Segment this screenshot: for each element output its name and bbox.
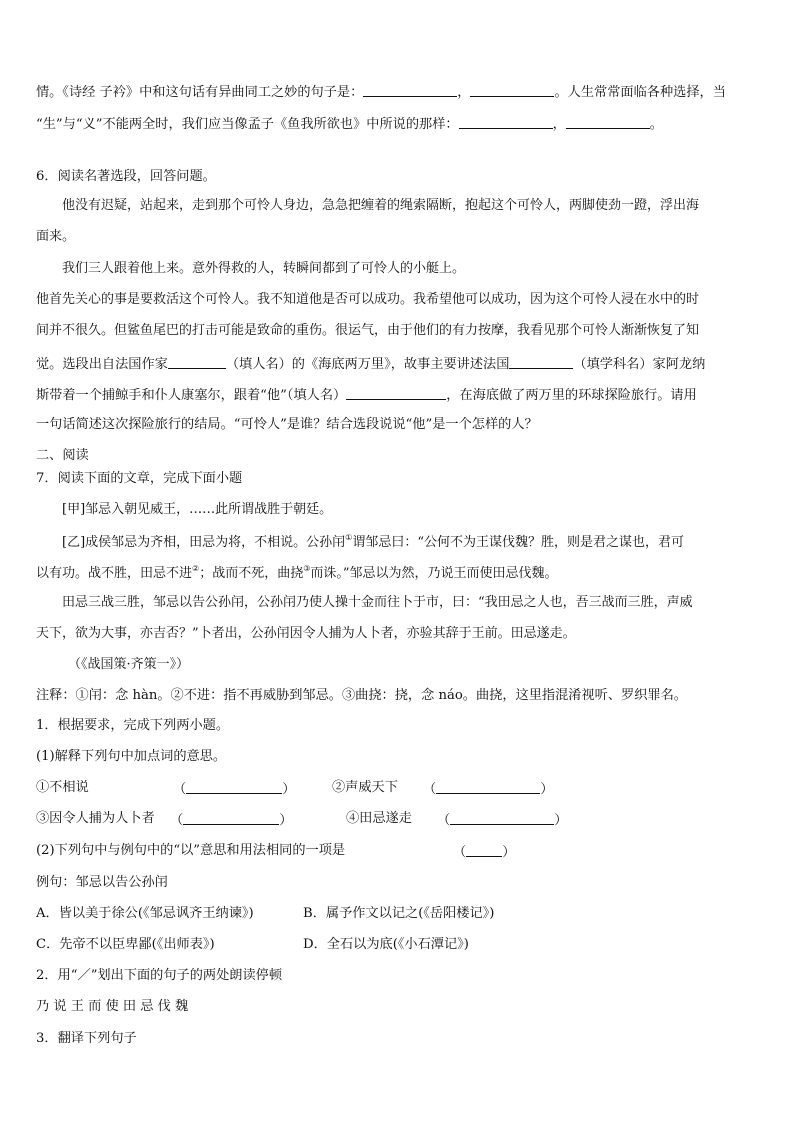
text-yi-line4: 天下，欲为大事，亦吉否？”卜者出，公孙闬因令人捕为人卜者，亦验其辞于王前。田忌遂走。 xyxy=(36,626,576,641)
example-sentence: 例句：邹忌以告公孙闬 xyxy=(36,875,168,890)
answer-blank[interactable] xyxy=(436,781,540,794)
sub3-title: 3．翻译下列句子 xyxy=(36,1031,137,1046)
vocab-answer-4: （ ） xyxy=(437,813,568,828)
q6-excerpt-p3-cont: 间并不很久。但鲨鱼尾巴的打击可能是致命的重伤。很运气，由于他们的有力按摩，我看见那个可怜人渐渐恢复了知 xyxy=(36,323,700,338)
vocab-item-4: ④田忌遂走 xyxy=(346,811,412,826)
answer-blank[interactable] xyxy=(459,116,553,129)
subject-blank[interactable] xyxy=(509,356,573,369)
vocab-answer-1: （ ） xyxy=(173,782,296,797)
q7-title: 7．阅读下面的文章，完成下面小题 xyxy=(36,471,243,486)
vocab-item-2: ②声威天下 xyxy=(332,780,398,795)
annotation: 注释：①闬：念 hàn。②不进：指不再威胁到邹忌。③曲挠：挠，念 náo。曲挠，这里指混淆视听、罗织罪名。 xyxy=(36,688,687,703)
option-d[interactable]: D．全石以为底(《小石潭记》) xyxy=(303,937,469,952)
sub1-part2: (2)下列句中与例句中的“以”意思和用法相同的一项是 xyxy=(36,843,346,858)
answer-blank[interactable] xyxy=(466,844,502,857)
text-jia: [甲]邹忌入朝见威王，……此所谓战胜于朝廷。 xyxy=(62,502,333,517)
source-citation: （《战国策·齐策一》） xyxy=(68,657,190,672)
pause-sentence[interactable]: 乃 说 王 而 使 田 忌 伐 魏 xyxy=(36,999,189,1014)
q6-excerpt-p2: 我们三人跟着他上来。意外得救的人，转瞬间都到了可怜人的小艇上。 xyxy=(62,261,466,276)
q6-excerpt-p3: 他首先关心的事是要救活这个可怜人。我不知道他是否可以成功。我希望他可以成功，因为这个可怜人浸在水中的时 xyxy=(36,292,700,307)
section-heading: 二、阅读 xyxy=(36,448,89,463)
answer-blank[interactable] xyxy=(470,84,554,97)
q6-excerpt-p1: 他没有迟疑，站起来，走到那个可怜人身边，急急把缠着的绳索隔断，抱起这个可怜人，两脚使劲一蹬，浮出海 xyxy=(62,198,700,213)
q6-excerpt-p1-cont: 面来。 xyxy=(36,229,76,244)
sub1-part1: (1)解释下列句中加点词的意思。 xyxy=(36,749,227,764)
q6-question-line1: 觉。选段出自法国作家 （填人名）的《海底两万里》，故事主要讲述法国 （填学科名）家阿龙纳 xyxy=(36,357,706,372)
answer-blank[interactable] xyxy=(363,84,457,97)
text-yi-line2: 以有功。战不胜，田忌不进②；战而不死，曲挠③而诛。”邹忌以为然，乃说王而使田忌伐魏。 xyxy=(36,564,558,581)
answer-blank[interactable] xyxy=(566,116,650,129)
text-yi-line1: [乙]成侯邹忌为齐相，田忌为将，不相说。公孙闬①谓邹忌曰：“公何不为王谋伐魏？胜，则是君之谋也，君可 xyxy=(62,533,684,550)
vocab-item-3: ③因令人捕为人卜者 xyxy=(36,811,155,826)
q6-question-line2: 斯带着一个捕鲸手和仆人康塞尔，跟着“他”（填人名） ，在海底做了两万里的环球探险旅行。请用 xyxy=(36,388,697,403)
q5-line2: “生”与“义”不能两全时，我们应当像孟子《鱼我所欲也》中所说的那样： ， 。 xyxy=(36,117,663,132)
author-blank[interactable] xyxy=(168,356,226,369)
answer-blank[interactable] xyxy=(186,781,282,794)
option-a[interactable]: A．皆以美于徐公(《邹忌讽齐王纳谏》) xyxy=(36,906,254,921)
vocab-answer-2: （ ） xyxy=(423,782,554,797)
text-yi-line3: 田忌三战三胜，邹忌以告公孙闬，公孙闬乃使人操十金而往卜于市，曰：“我田忌之人也，吾三战而三胜，声威 xyxy=(62,595,693,610)
choice-answer: （ ） xyxy=(453,845,516,860)
q5-line1: 情。《诗经 子衿》中和这句话有异曲同工之妙的句子是： ， 。人生常常面临各种选择，当 xyxy=(36,85,726,100)
sub1-title: 1．根据要求，完成下列两小题。 xyxy=(36,718,230,733)
option-c[interactable]: C．先帝不以臣卑鄙(《出师表》) xyxy=(36,937,215,952)
answer-blank[interactable] xyxy=(450,812,554,825)
option-b[interactable]: B．属予作文以记之(《岳阳楼记》) xyxy=(303,906,495,921)
sub2-title: 2．用“／”划出下面的句子的两处朗读停顿 xyxy=(36,968,283,983)
answer-blank[interactable] xyxy=(183,812,279,825)
q6-question-line3: 一句话简述这次探险旅行的结局。“可怜人”是谁？结合选段说说“他”是一个怎样的人？ xyxy=(36,417,538,432)
vocab-item-1: ①不相说 xyxy=(36,780,89,795)
name-blank[interactable] xyxy=(346,387,446,400)
vocab-answer-3: （ ） xyxy=(170,813,293,828)
q6-title: 6．阅读名著选段，回答问题。 xyxy=(36,169,216,184)
